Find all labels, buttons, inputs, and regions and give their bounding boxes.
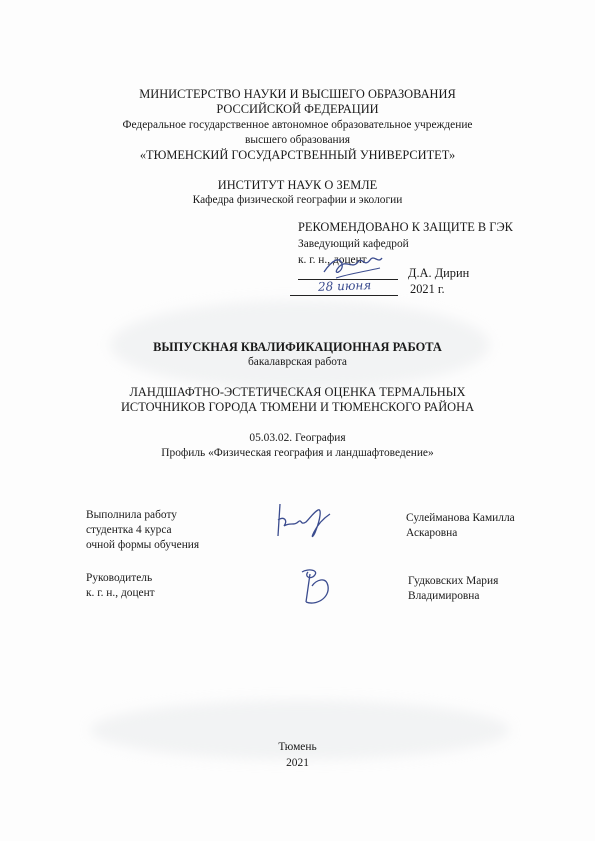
student-label-2: студентка 4 курса (86, 524, 172, 536)
work-title-line2: ИСТОЧНИКОВ ГОРОДА ТЮМЕНИ И ТЮМЕНСКОГО РАЙОНА (120, 400, 475, 414)
city: Тюмень (278, 741, 317, 753)
supervisor-signature-icon (286, 562, 346, 612)
supervisor-label-1: Руководитель (86, 572, 153, 584)
department-name: Кафедра физической географии и экологии (192, 194, 403, 206)
student-name-1: Сулейманова Камилла (406, 512, 515, 524)
supervisor-name-2: Владимировна (408, 590, 480, 602)
institute-name: ИНСТИТУТ НАУК О ЗЕМЛЕ (217, 178, 378, 192)
approval-title: РЕКОМЕНДОВАНО К ЗАЩИТЕ В ГЭК (298, 220, 513, 234)
student-name-2: Аскаровна (406, 527, 458, 539)
approval-degree: к. г. н., доцент (298, 254, 367, 266)
federation-line: РОССИЙСКОЙ ФЕДЕРАЦИИ (216, 102, 379, 116)
ministry-line: МИНИСТЕРСТВО НАУКИ И ВЫСШЕГО ОБРАЗОВАНИЯ (139, 87, 456, 101)
approval-name: Д.А. Дирин (408, 266, 470, 280)
education-level-line: высшего образования (245, 134, 350, 146)
handwritten-date: 28 июня (317, 278, 372, 294)
work-type: ВЫПУСКНАЯ КВАЛИФИКАЦИОННАЯ РАБОТА (153, 340, 442, 354)
supervisor-label-2: к. г. н., доцент (86, 587, 155, 599)
specialty-code: 05.03.02. География (249, 432, 346, 444)
approval-role: Заведующий кафедрой (298, 238, 409, 250)
supervisor-name-1: Гудковских Мария (408, 575, 499, 587)
work-title-line1: ЛАНДШАФТНО-ЭСТЕТИЧЕСКАЯ ОЦЕНКА ТЕРМАЛЬНЫХ (129, 385, 466, 399)
work-subtype: бакалаврская работа (247, 356, 347, 368)
date-line (290, 295, 398, 296)
institution-type-line: Федеральное государственное автономное образовательное учреждение (122, 119, 473, 131)
profile-name: Профиль «Физическая география и ландшафтоведение» (161, 447, 434, 459)
university-name: «ТЮМЕНСКИЙ ГОСУДАРСТВЕННЫЙ УНИВЕРСИТЕТ» (139, 148, 456, 162)
student-signature-icon (270, 496, 340, 546)
approval-year: 2021 г. (410, 282, 445, 296)
year: 2021 (286, 757, 309, 769)
student-label-3: очной формы обучения (86, 539, 200, 551)
student-label-1: Выполнила работу (86, 509, 177, 521)
